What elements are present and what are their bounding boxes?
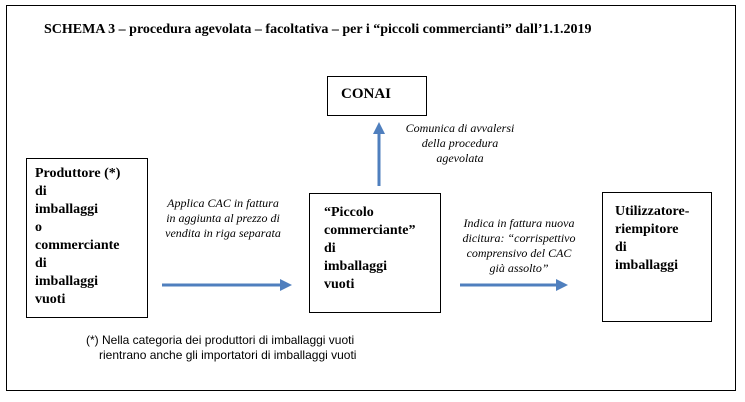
- conai-label: CONAI: [341, 86, 392, 102]
- arrow-small-trader-to-user: [460, 279, 568, 291]
- footnote-line: rientrano anche gli importatori di imballaggi vuoti: [99, 348, 357, 362]
- producer-line: di: [35, 256, 47, 271]
- note-line: già assolto”: [489, 261, 549, 275]
- diagram-title: SCHEMA 3 – procedura agevolata – facoltativa – per i “piccoli commercianti” dall’1.1.2019: [44, 22, 592, 37]
- small-trader-line: “Piccolo: [324, 205, 374, 220]
- producer-line: vuoti: [35, 292, 66, 307]
- note-line: in aggiunta al prezzo di: [166, 211, 280, 225]
- small-trader-line: imballaggi: [324, 259, 388, 274]
- note-line: comprensivo del CAC: [466, 246, 572, 260]
- note-line: della procedura: [421, 136, 499, 150]
- producer-line: imballaggi: [35, 202, 99, 217]
- note-line: Indica in fattura nuova: [463, 216, 575, 230]
- user-line: riempitore: [615, 222, 679, 237]
- arrow-head: [280, 279, 292, 291]
- arrow-head: [556, 279, 568, 291]
- producer-line: Produttore (*): [35, 166, 121, 181]
- producer-line: commerciante: [35, 238, 120, 253]
- note-line: dicitura: “corrispettivo: [462, 231, 576, 245]
- producer-line: imballaggi: [35, 274, 99, 289]
- user-line: di: [615, 240, 627, 255]
- small-trader-line: di: [324, 241, 336, 256]
- note-line: Applica CAC in fattura: [167, 196, 279, 210]
- user-line: Utilizzatore-: [615, 204, 690, 219]
- user-line: imballaggi: [615, 258, 679, 273]
- footnote-line: (*) Nella categoria dei produttori di imballaggi vuoti: [86, 333, 355, 347]
- note-line: vendita in riga separata: [165, 226, 281, 240]
- producer-line: di: [35, 184, 47, 199]
- note-line: agevolata: [436, 151, 484, 165]
- arrow-producer-to-small-trader: [162, 279, 292, 291]
- producer-line: o: [35, 220, 42, 235]
- note-line: Comunica di avvalersi: [405, 121, 515, 135]
- arrow-head: [373, 122, 385, 134]
- arrow-small-trader-to-conai: [373, 122, 385, 186]
- small-trader-line: commerciante”: [324, 223, 416, 238]
- small-trader-line: vuoti: [324, 277, 355, 292]
